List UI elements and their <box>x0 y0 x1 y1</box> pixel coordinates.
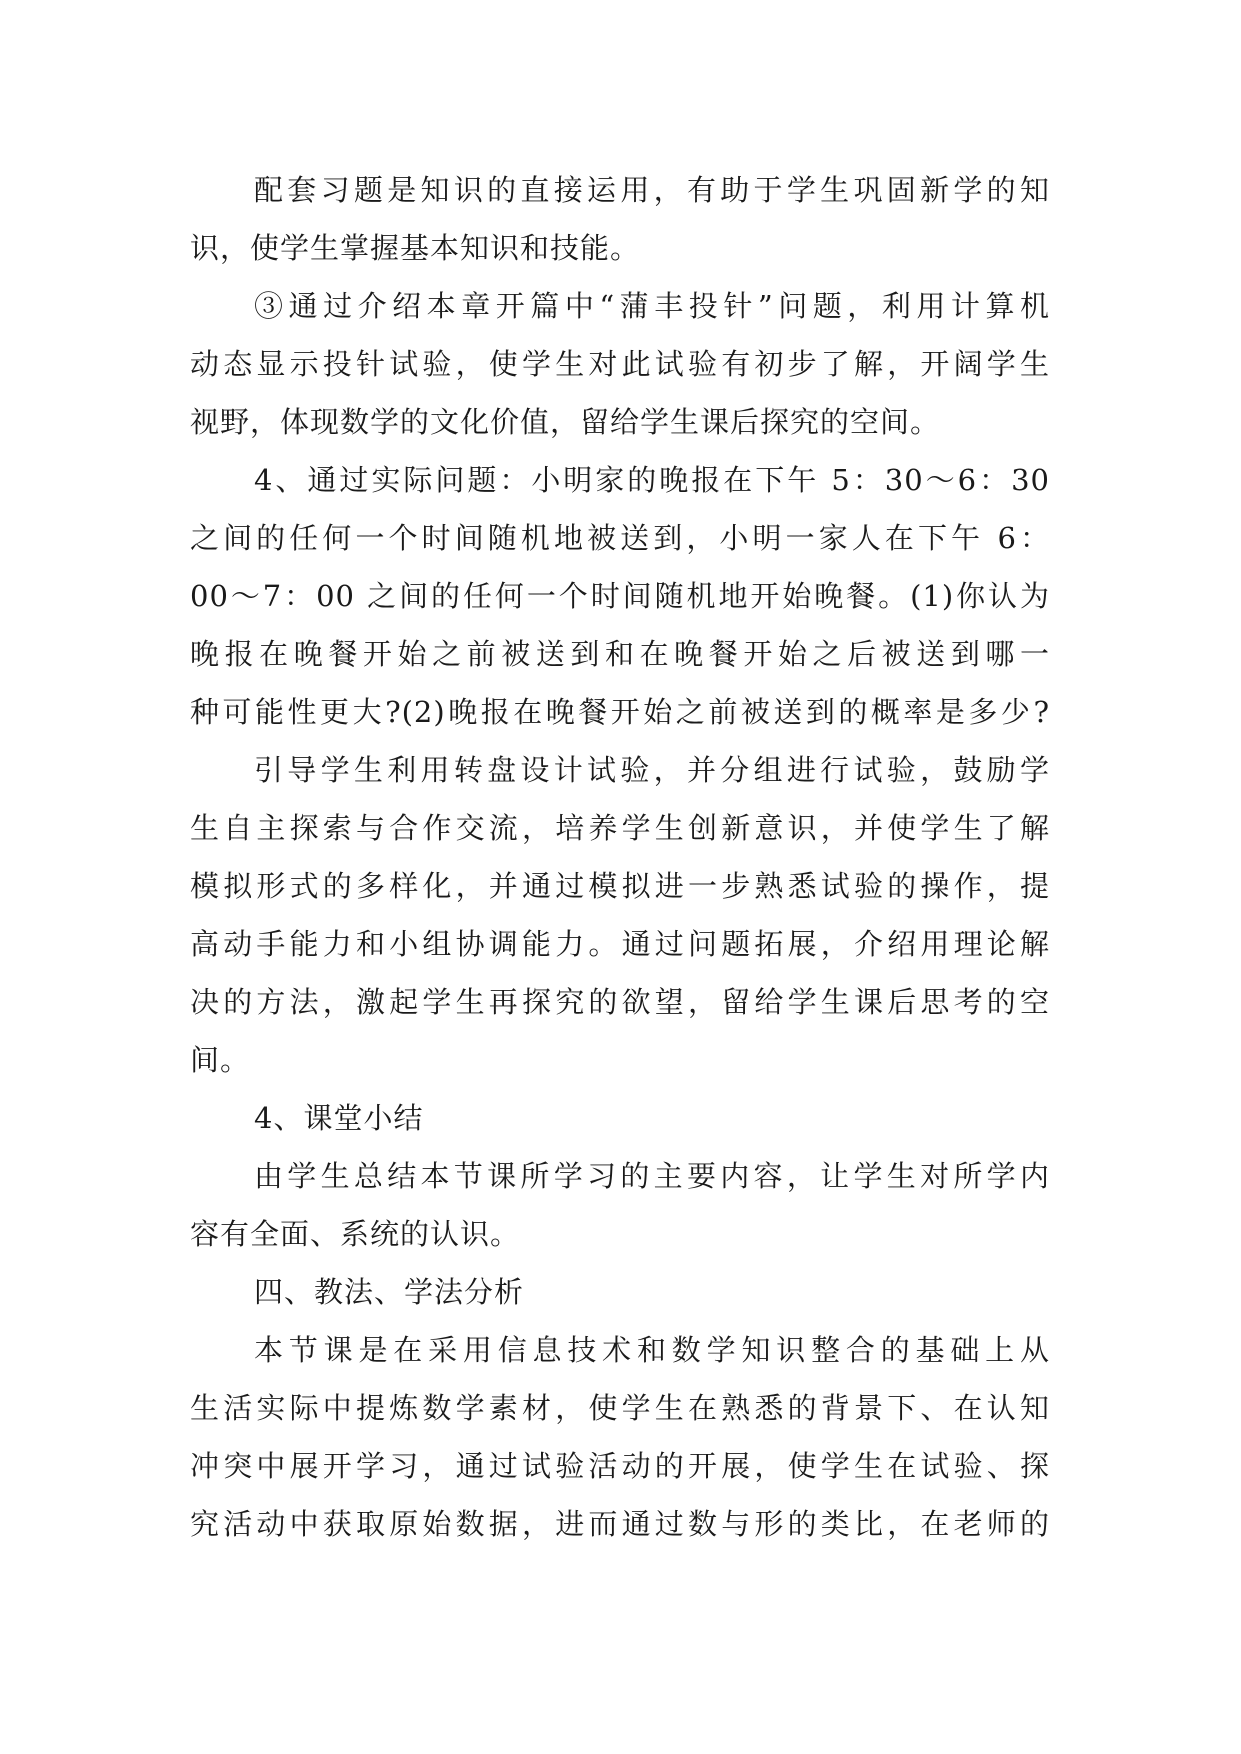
paragraph-line: 配套习题是知识的直接运用，有助于学生巩固新学的知 <box>254 173 1050 207</box>
paragraph-line: 引导学生利用转盘设计试验，并分组进行试验，鼓励学 <box>254 753 1050 787</box>
section-heading: 四、教法、学法分析 <box>254 1275 525 1309</box>
paragraph-line: 晚报在晚餐开始之前被送到和在晚餐开始之后被送到哪一 <box>190 637 1050 671</box>
paragraph-line: 间。 <box>190 1043 251 1077</box>
paragraph-line: 种可能性更大?(2)晚报在晚餐开始之前被送到的概率是多少? <box>190 695 1050 729</box>
paragraph-line: 模拟形式的多样化，并通过模拟进一步熟悉试验的操作，提 <box>190 869 1050 903</box>
paragraph-line: 究活动中获取原始数据，进而通过数与形的类比，在老师的 <box>190 1507 1050 1541</box>
paragraph-line: ③通过介绍本章开篇中“蒲丰投针”问题，利用计算机 <box>254 289 1050 323</box>
paragraph-line: 生自主探索与合作交流，培养学生创新意识，并使学生了解 <box>190 811 1050 845</box>
paragraph-line: 决的方法，激起学生再探究的欲望，留给学生课后思考的空 <box>190 985 1050 1019</box>
paragraph-line: 动态显示投针试验，使学生对此试验有初步了解，开阔学生 <box>190 347 1050 381</box>
document-body <box>190 161 1050 1553</box>
paragraph-line: 生活实际中提炼数学素材，使学生在熟悉的背景下、在认知 <box>190 1391 1050 1425</box>
paragraph-line: 视野，体现数学的文化价值，留给学生课后探究的空间。 <box>190 405 941 439</box>
paragraph-line: 00～7：00 之间的任何一个时间随机地开始晚餐。(1)你认为 <box>190 579 1050 613</box>
paragraph-line: 之间的任何一个时间随机地被送到，小明一家人在下午 6： <box>190 521 1050 555</box>
paragraph-line: 容有全面、系统的认识。 <box>190 1217 521 1251</box>
section-heading: 4、课堂小结 <box>254 1101 424 1135</box>
paragraph-line: 4、通过实际问题：小明家的晚报在下午 5：30～6：30 <box>254 463 1050 497</box>
paragraph-line: 识，使学生掌握基本知识和技能。 <box>190 231 641 265</box>
paragraph-line: 由学生总结本节课所学习的主要内容，让学生对所学内 <box>254 1159 1050 1193</box>
paragraph-line: 本节课是在采用信息技术和数学知识整合的基础上从 <box>254 1333 1050 1367</box>
paragraph-line: 高动手能力和小组协调能力。通过问题拓展，介绍用理论解 <box>190 927 1050 961</box>
paragraph-line: 冲突中展开学习，通过试验活动的开展，使学生在试验、探 <box>190 1449 1050 1483</box>
